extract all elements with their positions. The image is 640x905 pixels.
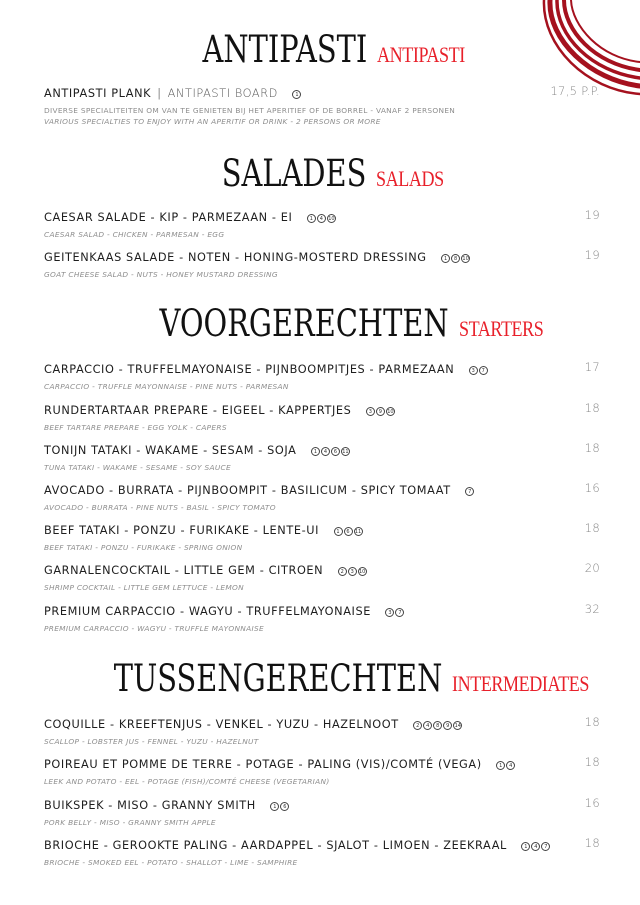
item-description-en: AVOCADO - BURRATA - PINE NUTS - BASIL - SPICY TOMATO	[44, 503, 276, 512]
allergen-icon: 3	[348, 567, 357, 576]
item-name-en: ANTIPASTI BOARD	[167, 87, 278, 100]
item-name: TONIJN TATAKI - WAKAME - SESAM - SOJA	[44, 444, 297, 457]
section-title-main: TUSSENGERECHTEN	[113, 657, 443, 700]
item-description-en: CAESAR SALAD - CHICKEN - PARMESAN - EGG	[44, 230, 225, 239]
section-title-sub: STARTERS	[458, 316, 544, 341]
item-description-en: CARPACCIO - TRUFFLE MAYONNAISE - PINE NUTS - PARMESAN	[44, 382, 289, 391]
allergen-icon: 11	[342, 449, 349, 455]
allergen-icon: 1	[270, 802, 279, 811]
allergen-icon: 10	[359, 569, 366, 575]
item-description-nl: DIVERSE SPECIALITEITEN OM VAN TE GENIETEN BIJ HET APERITIEF OF DE BORREL - VANAF 2 PERSONEN	[44, 106, 456, 115]
menu-item	[44, 401, 600, 432]
allergen-icon: 7	[395, 608, 404, 617]
allergen-list	[307, 214, 336, 223]
item-description-en: GOAT CHEESE SALAD - NUTS - HONEY MUSTARD DRESSING	[44, 270, 278, 279]
separator: |	[157, 87, 162, 100]
item-description-en: SHRIMP COCKTAIL - LITTLE GEM LETTUCE - LEMON	[44, 583, 244, 592]
item-price: 18	[584, 401, 600, 415]
section-title-sub: SALADS	[376, 166, 445, 191]
allergen-icon: 7	[541, 842, 550, 851]
allergen-icon: 4	[317, 214, 326, 223]
section-title-voorgerechten	[0, 302, 640, 345]
allergen-icon: 9	[443, 721, 452, 730]
allergen-icon: 1	[521, 842, 530, 851]
item-price: 20	[584, 561, 600, 575]
section-title-sub: INTERMEDIATES	[452, 671, 590, 696]
allergen-icon: 14	[454, 723, 461, 729]
menu-item	[44, 602, 600, 633]
allergen-list	[311, 447, 350, 456]
allergen-icon: 9	[376, 407, 385, 416]
item-description-en: TUNA TATAKI - WAKAME - SESAME - SOY SAUCE	[44, 463, 231, 472]
menu-item-antipasti-plank	[44, 84, 600, 126]
item-price: 16	[584, 481, 600, 495]
menu-item	[44, 248, 600, 279]
allergen-list	[413, 721, 462, 730]
allergen-list	[334, 527, 363, 536]
allergen-icon: 4	[531, 842, 540, 851]
allergen-icon: 6	[344, 527, 353, 536]
item-description-en: LEEK AND POTATO - EEL - POTAGE (FISH)/COMTÉ CHEESE (VEGETARIAN)	[44, 777, 330, 786]
menu-item	[44, 521, 600, 552]
menu-item	[44, 715, 600, 746]
item-price: 19	[584, 208, 600, 222]
item-price: 18	[584, 715, 600, 729]
section-title-tussengerechten	[0, 657, 640, 700]
item-price: 17,5 P.P.	[550, 84, 600, 98]
allergen-icon: 1	[311, 447, 320, 456]
item-price: 17	[584, 360, 600, 374]
item-name: RUNDERTARTAAR PREPARE - EIGEEL - KAPPERTJES	[44, 404, 352, 417]
item-price: 18	[584, 441, 600, 455]
menu-item	[44, 796, 600, 827]
item-price: 18	[584, 521, 600, 535]
item-description-en: BEEF TARTARE PREPARE - EGG YOLK - CAPERS	[44, 423, 227, 432]
allergen-list	[521, 842, 550, 851]
allergen-icon: 11	[354, 529, 362, 535]
allergen-icon: 1	[292, 90, 301, 99]
menu-item	[44, 836, 600, 867]
item-description-en: SCALLOP - LOBSTER JUS - FENNEL - YUZU - HAZELNUT	[44, 737, 259, 746]
item-price: 32	[584, 602, 600, 616]
item-name: POIREAU ET POMME DE TERRE - POTAGE - PALING (VIS)/COMTÉ (VEGA)	[44, 758, 482, 771]
item-name: COQUILLE - KREEFTENJUS - VENKEL - YUZU - HAZELNOOT	[44, 718, 399, 731]
item-price: 16	[584, 796, 600, 810]
allergen-list	[270, 802, 289, 811]
menu-item	[44, 441, 600, 472]
item-name: BEEF TATAKI - PONZU - FURIKAKE - LENTE-UI	[44, 524, 320, 537]
menu-item	[44, 208, 600, 239]
allergen-icon: 8	[451, 254, 460, 263]
allergen-list	[441, 254, 470, 263]
allergen-icon: 7	[465, 487, 474, 496]
menu-item	[44, 561, 600, 592]
menu-item	[44, 755, 600, 786]
allergen-list	[469, 366, 488, 375]
section-title-antipasti	[0, 28, 640, 71]
item-description-en: BRIOCHE - SMOKED EEL - POTATO - SHALLOT - LIME - SAMPHIRE	[44, 858, 298, 867]
allergen-icon: 4	[506, 761, 515, 770]
item-price: 18	[584, 755, 600, 769]
item-name: CAESAR SALADE - KIP - PARMEZAAN - EI	[44, 211, 293, 224]
allergen-icon: 7	[479, 366, 488, 375]
allergen-icon: 3	[469, 366, 478, 375]
item-name: GARNALENCOCKTAIL - LITTLE GEM - CITROEN	[44, 564, 324, 577]
item-name: AVOCADO - BURRATA - PIJNBOOMPIT - BASILICUM - SPICY TOMAAT	[44, 484, 451, 497]
item-description-en: VARIOUS SPECIALTIES TO ENJOY WITH AN APERITIF OR DRINK - 2 PERSONS OR MORE	[44, 117, 381, 126]
allergen-list	[366, 407, 395, 416]
item-description-en: BEEF TATAKI - PONZU - FURIKAKE - SPRING ONION	[44, 543, 243, 552]
allergen-list	[496, 761, 515, 770]
allergen-icon: 10	[462, 256, 469, 262]
item-price: 19	[584, 248, 600, 262]
item-name: BRIOCHE - GEROOKTE PALING - AARDAPPEL - SJALOT - LIMOEN - ZEEKRAAL	[44, 839, 507, 852]
section-title-main: ANTIPASTI	[202, 28, 368, 71]
allergen-icon: 2	[413, 721, 422, 730]
item-name: PREMIUM CARPACCIO - WAGYU - TRUFFELMAYONAISE	[44, 605, 371, 618]
allergen-icon: 4	[321, 447, 330, 456]
allergen-icon: 4	[423, 721, 432, 730]
menu-item	[44, 481, 600, 512]
item-name: GEITENKAAS SALADE - NOTEN - HONING-MOSTERD DRESSING	[44, 251, 427, 264]
allergen-icon: 1	[496, 761, 505, 770]
allergen-icon: 3	[366, 407, 375, 416]
item-price: 18	[584, 836, 600, 850]
allergen-list	[465, 487, 474, 496]
allergen-icon: 1	[334, 527, 343, 536]
allergen-list	[385, 608, 404, 617]
allergen-list	[338, 567, 367, 576]
section-title-main: SALADES	[221, 152, 367, 195]
menu-item	[44, 360, 600, 391]
allergen-icon: 1	[441, 254, 450, 263]
section-title-main: VOORGERECHTEN	[159, 302, 449, 345]
allergen-icon: 3	[385, 608, 394, 617]
allergen-icon: 10	[328, 216, 335, 222]
allergen-icon: 10	[387, 409, 394, 415]
allergen-icon: 6	[331, 447, 340, 456]
allergen-list	[292, 90, 301, 99]
item-name: CARPACCIO - TRUFFELMAYONAISE - PIJNBOOMPITJES - PARMEZAAN	[44, 363, 455, 376]
allergen-icon: 1	[307, 214, 316, 223]
item-name: ANTIPASTI PLANK	[44, 87, 152, 100]
section-title-sub: ANTIPASTI	[377, 42, 465, 67]
item-description-en: PREMIUM CARPACCIO - WAGYU - TRUFFLE MAYONNAISE	[44, 624, 264, 633]
item-name: BUIKSPEK - MISO - GRANNY SMITH	[44, 799, 256, 812]
allergen-icon: 6	[280, 802, 289, 811]
allergen-icon: 8	[433, 721, 442, 730]
item-description-en: PORK BELLY - MISO - GRANNY SMITH APPLE	[44, 818, 216, 827]
allergen-icon: 2	[338, 567, 347, 576]
section-title-salades	[0, 152, 640, 195]
